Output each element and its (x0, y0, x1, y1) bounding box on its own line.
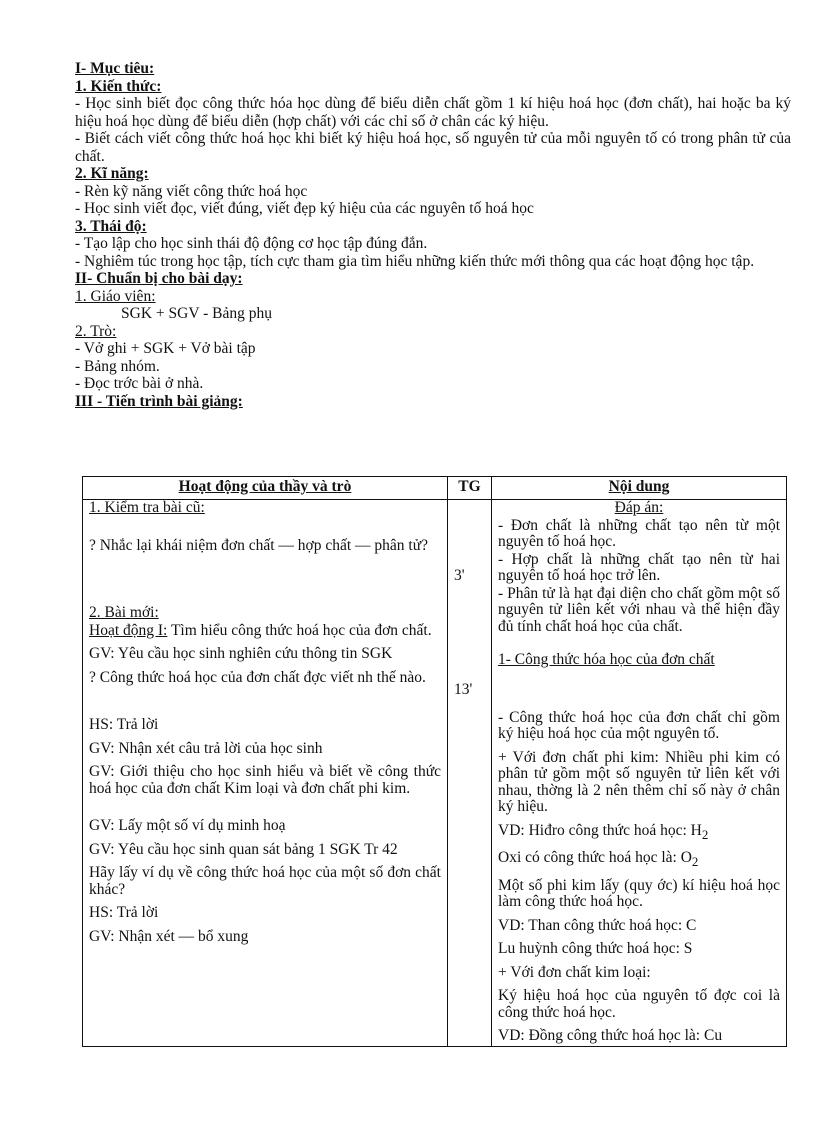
hs-answer-1: HS: Trả lời (89, 716, 159, 733)
activity-1 (89, 623, 441, 640)
content-2: + Với đơn chất phi kim: Nhiều phi kim có phân tử gồm một số nguyên tử liên kết với nhau, thờng là 2 nên thêm chỉ số này ở chân ký hiệu. (498, 748, 780, 815)
section1-title: I- Mục tiêu: (75, 60, 155, 77)
example-1 (498, 823, 780, 844)
content-4: + Với đơn chất kim loại: (498, 963, 651, 981)
hs-answer-2: HS: Trả lời (89, 904, 159, 921)
header-content: Nội dung (492, 477, 787, 500)
content-5: Ký hiệu hoá học của nguyên tố đợc coi là công thức hoá học. (498, 987, 780, 1021)
section2-title: II- Chuẩn bị cho bài dạy: (75, 270, 243, 287)
check-question: ? Nhắc lại khái niệm đơn chất — hợp chất — phân tử? (89, 536, 428, 554)
example-2-subscript: 2 (691, 854, 699, 870)
answer-3: - Phân tử là hạt đại diện cho chất gồm một số nguyên tử liên kết với nhau và thể hiện đầy đủ tính chất hoá học của chất. (498, 584, 780, 635)
time-cell (448, 500, 492, 1047)
activities-cell (83, 500, 448, 1047)
student-item-2: - Bảng nhóm. (75, 357, 160, 375)
answer-2: - Hợp chất là những chất tạo nên từ hai nguyên tố hoá học trở lên. (498, 550, 780, 584)
example-1-text: VD: Hiđro công thức hoá học: H (498, 821, 702, 839)
section3-title: III - Tiến trình bài giảng: (75, 392, 243, 410)
table-header-row (83, 477, 787, 500)
header-time: TG (448, 477, 492, 500)
gv-step-5: GV: Yêu cầu học sinh quan sát bảng 1 SGK Tr 42 (89, 840, 398, 858)
knowledge-item-2: - Biết cách viết công thức hoá học khi biết ký hiệu hoá học, số nguyên tử của mỗi nguyên tố có trong phân tử của chất. (75, 130, 791, 165)
teacher-item-1: SGK + SGV - Bảng phụ (121, 305, 272, 322)
gv-step-3: GV: Giới thiệu cho học sinh hiểu và biết về công thức hoá học của đơn chất Kim loại và đơn chất phi kim. (89, 763, 441, 797)
example-1-subscript: 2 (701, 826, 709, 842)
activity-1-label: Hoạt động I: (89, 621, 168, 639)
content-1: - Công thức hoá học của đơn chất chỉ gồm ký hiệu hoá học của một nguyên tố. (498, 708, 780, 742)
gv-step-1: GV: Yêu cầu học sinh nghiên cứu thông tin SGK (89, 645, 393, 662)
check-title: 1. Kiểm tra bài cũ: (89, 499, 205, 516)
example-4: Lu huỳnh công thức hoá học: S (498, 940, 693, 958)
new-lesson-title: 2. Bài mới: (89, 604, 159, 621)
header-activities: Hoạt động của thầy và trò (83, 477, 448, 500)
skills-item-2: - Học sinh viết đọc, viết đúng, viết đẹp ký hiệu của các nguyên tố hoá học (75, 200, 534, 217)
section-title-elements: 1- Công thức hóa học của đơn chất (498, 651, 715, 668)
attitude-item-2: - Nghiêm túc trong học tập, tích cực tham gia tìm hiểu những kiến thức mới thông qua các hoạt động học tập. (75, 252, 755, 270)
content-3: Một số phi kim lấy (quy ớc) kí hiệu hoá học làm công thức hoá học. (498, 876, 780, 911)
answer-title: Đáp án: (614, 499, 664, 516)
content-cell (492, 500, 787, 1047)
gv-step-6: GV: Nhận xét — bổ xung (89, 927, 249, 945)
example-2-text: Oxi có công thức hoá học là: O (498, 849, 692, 867)
table-row (83, 500, 787, 1047)
example-3: VD: Than công thức hoá học: C (498, 916, 697, 934)
activity-1-text: Tìm hiểu công thức hoá học của đơn chất. (167, 621, 432, 639)
student-title: 2. Trò: (75, 322, 117, 340)
student-item-1: - Vở ghi + SGK + Vở bài tập (75, 340, 256, 357)
question-2: Hãy lấy ví dụ về công thức hoá học của một số đơn chất khác? (89, 864, 441, 898)
skills-item-1: - Rèn kỹ năng viết công thức hoá học (75, 182, 308, 200)
attitude-item-1: - Tạo lập cho học sinh thái độ động cơ học tập đúng đắn. (75, 235, 428, 252)
knowledge-item-1: - Học sinh biết đọc công thức hóa học dùng để biểu diễn chất gồm 1 kí hiệu hoá học (đơn chất), hai hoặc ba ký hiệu hoá học dùng để biểu diễn (hợp chất) với các chỉ số ở chân các ký hiệu. (75, 95, 791, 130)
lesson-table (82, 476, 787, 1047)
example-5: VD: Đồng công thức hoá học là: Cu (498, 1027, 723, 1045)
attitude-title: 3. Thái độ: (75, 217, 147, 235)
student-item-3: - Đọc trớc bài ở nhà. (75, 375, 204, 392)
gv-step-4: GV: Lấy một số ví dụ minh hoạ (89, 817, 286, 834)
question-1: ? Công thức hoá học của đơn chất đợc viết nh thế nào. (89, 668, 426, 686)
gv-step-2: GV: Nhận xét câu trả lời của học sinh (89, 739, 323, 757)
time-1: 3' (454, 567, 465, 584)
knowledge-title: 1. Kiến thức: (75, 77, 162, 95)
time-2: 13' (454, 680, 473, 698)
skills-title: 2. Kĩ năng: (75, 165, 149, 182)
answer-1: - Đơn chất là những chất tạo nên từ một nguyên tố hoá học. (498, 516, 780, 550)
example-2 (498, 850, 780, 871)
document-body (75, 60, 791, 410)
teacher-title: 1. Giáo viên: (75, 287, 156, 305)
